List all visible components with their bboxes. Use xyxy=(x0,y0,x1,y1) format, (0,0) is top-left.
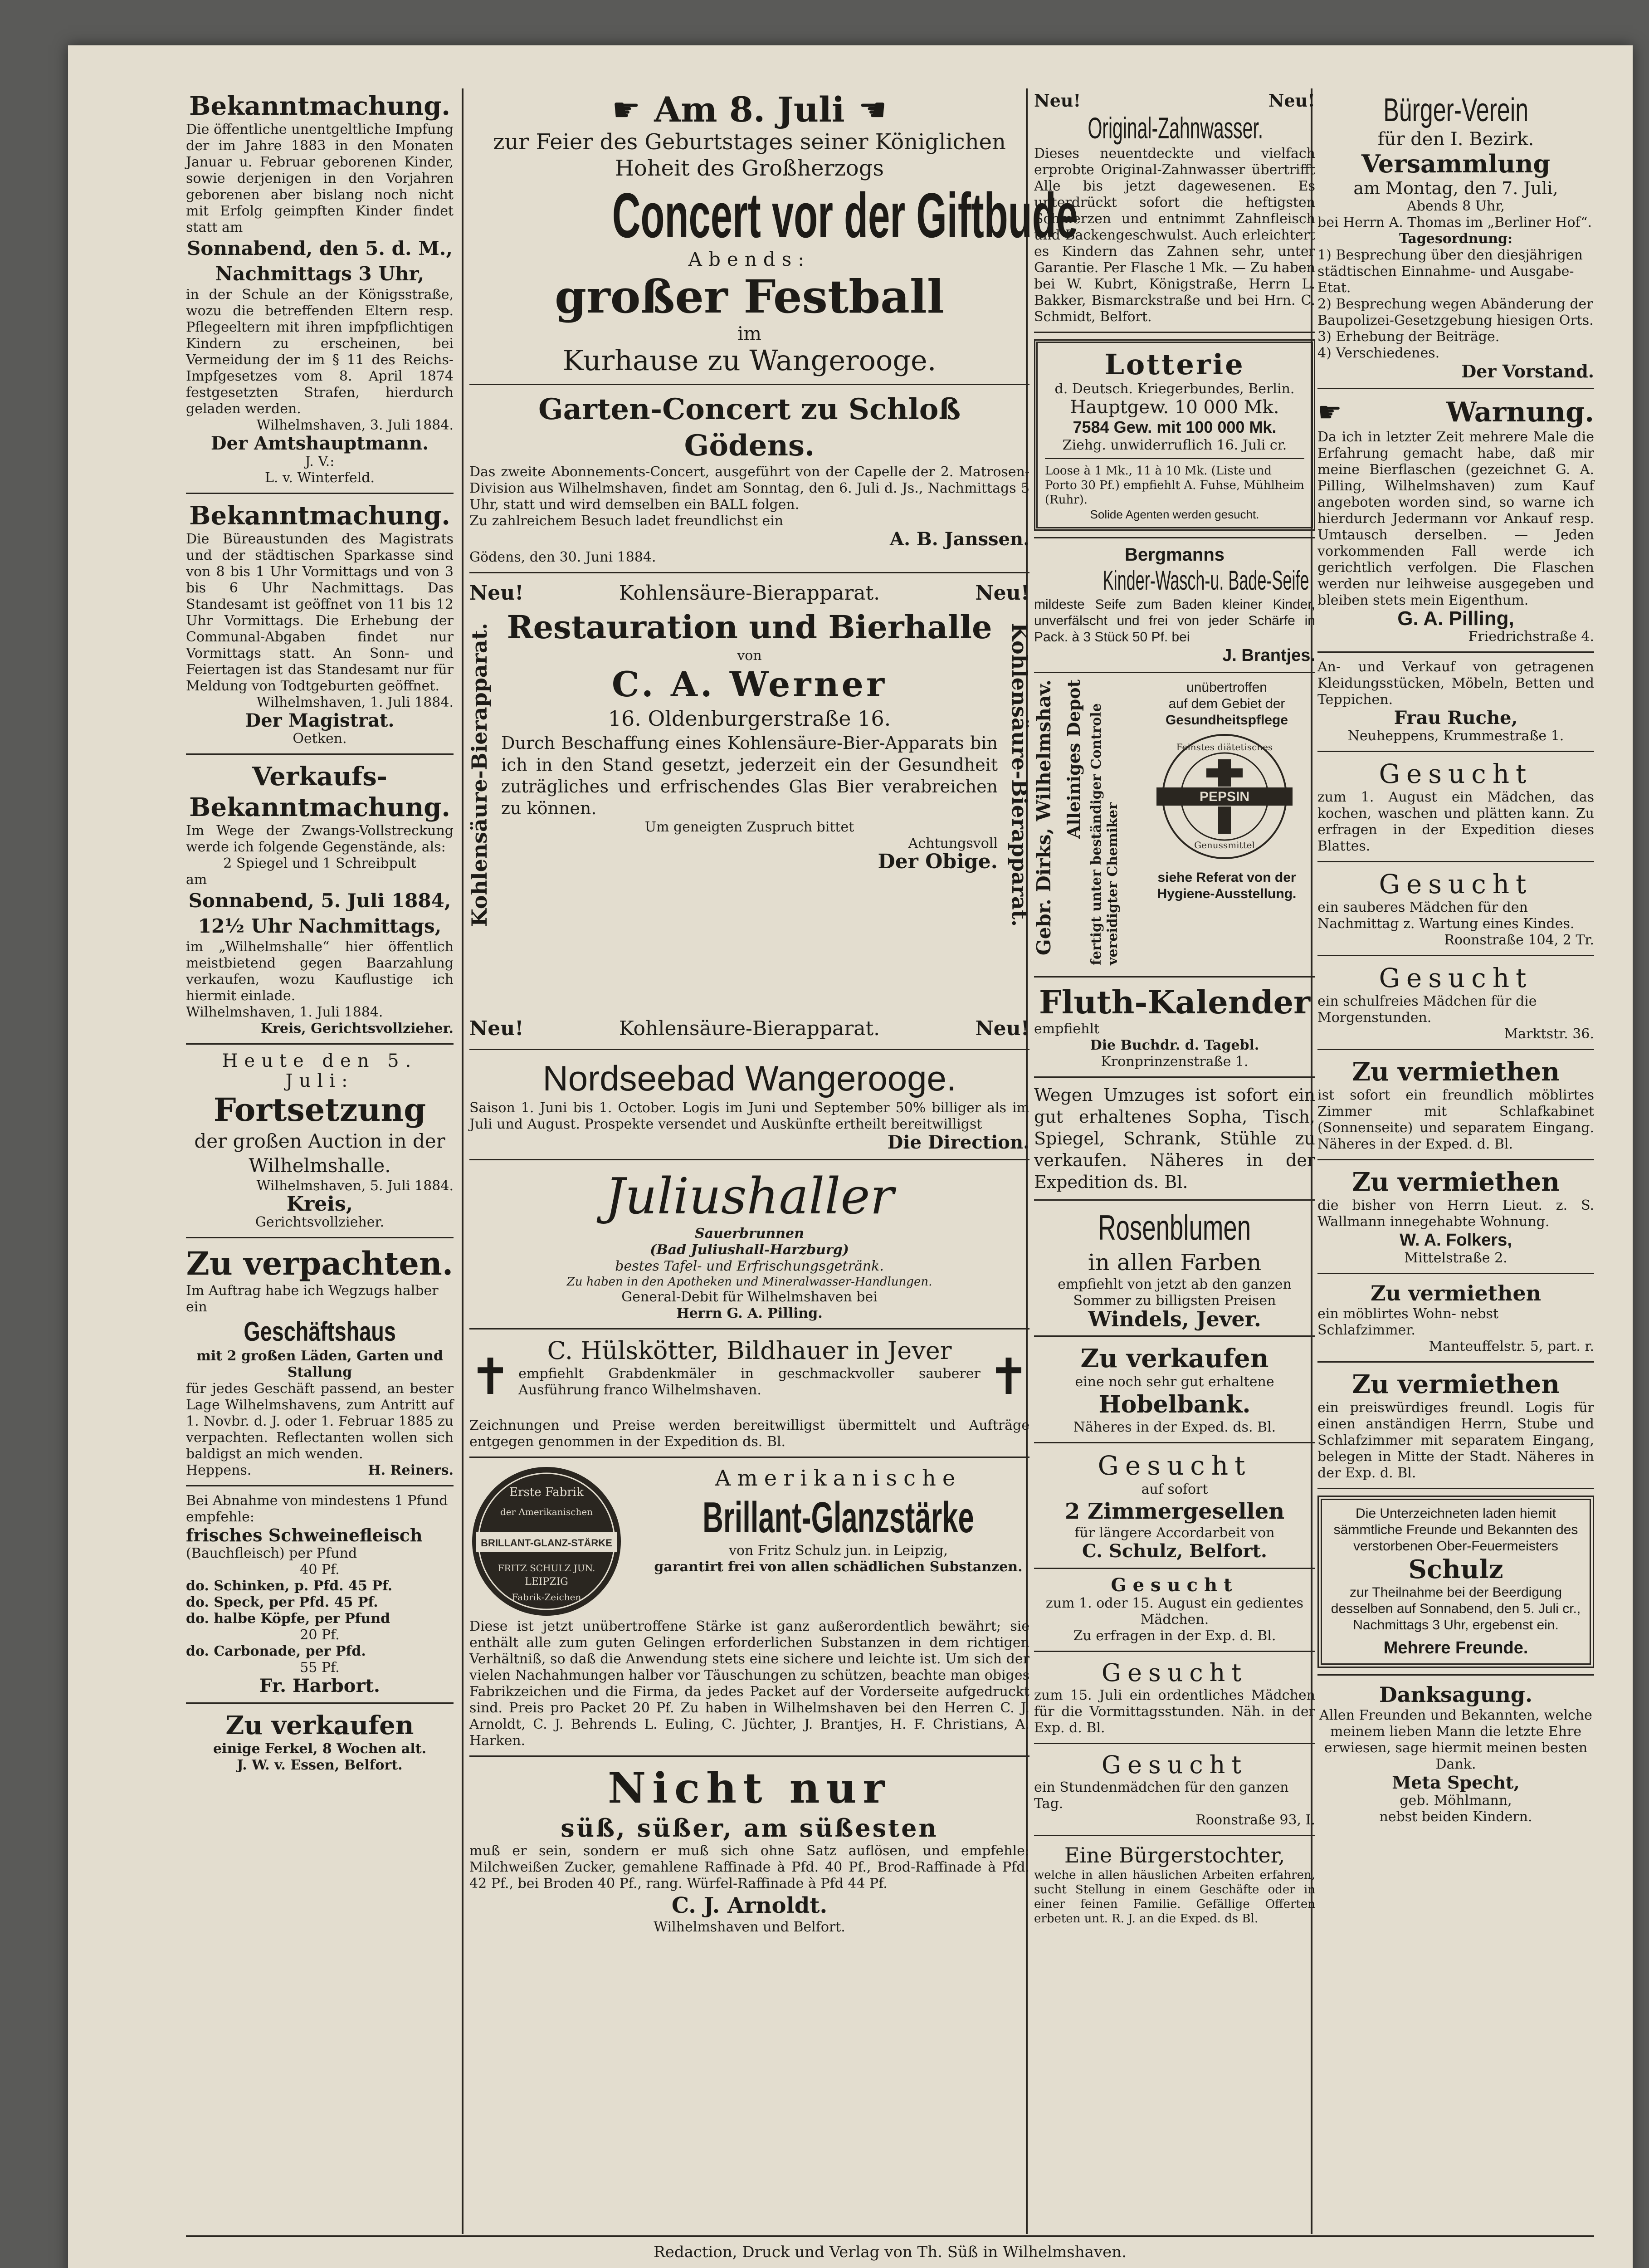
ad-body: ein möblirtes Wohn- nebst Schlafzimmer. xyxy=(1317,1306,1499,1338)
ad-line: auf sofort xyxy=(1141,1481,1208,1497)
ad-body: Das zweite Abonnements-Concert, ausgeführt von der Capelle der 2. Matrosen-Division aus Wilhelmshaven, findet am Sonntag, den 6. Juli d. Js., Nachmittags 5 Uhr, statt und wird demselben ein BALL folgen. xyxy=(469,464,1029,513)
seal-text: LEIPZIG xyxy=(525,1576,568,1588)
ad-seife xyxy=(1034,545,1315,665)
ad-line: Die Buchdr. d. Tagebl. xyxy=(1090,1037,1259,1053)
ad-body: Allen Freunden und Bekannten, welche meinem lieben Mann die letzte Ehre erwiesen, sage hiermit meinen besten Dank. xyxy=(1319,1707,1592,1772)
ad-line: Kohlensäure-Bierapparat. xyxy=(619,1017,880,1040)
ad-body: Dieses neuentdeckte und vielfach erprobte Original-Zahnwasser übertrifft Alle bis jetzt dagewesenen. Es unterdrückt sofort die heftigsten Schmerzen und entnimmt Zahnfleisch und Backengeschwulst. Auch erleichtert es Kindern das Zahnen sehr, unter Garantie. Per Flasche 1 Mk. — Zu haben bei W. Kubrt, Königstraße, Herrn L. Bakker, Bismarckstraße und bei Hrn. C. Schmidt, Belfort. xyxy=(1034,146,1315,325)
ad-signature: Meta Specht, xyxy=(1392,1772,1520,1793)
ad-line: siehe Referat von der Hygiene-Ausstellung. xyxy=(1157,870,1297,901)
ad-signature: C. Schulz, Belfort. xyxy=(1082,1540,1267,1562)
ad-date: Gödens, den 30. Juni 1884. xyxy=(469,549,656,565)
ad-signature: Kreis, xyxy=(286,1193,353,1216)
ad-line: do. Speck, per Pfd. 45 Pf. xyxy=(186,1594,378,1610)
ad-line: für den I. Bezirk. xyxy=(1377,129,1534,150)
agenda-item: 3) Erhebung der Beiträge. xyxy=(1317,329,1500,345)
ad-line: von xyxy=(737,648,762,664)
ad-title: Concert vor der Giftbude xyxy=(612,180,1078,251)
seal-text: der Amerikanischen xyxy=(500,1506,593,1517)
ad-wangerooge xyxy=(469,1056,1029,1153)
ad-title: Original-Zahnwasser. xyxy=(1088,111,1264,145)
seal-text: Genussmittel xyxy=(1194,840,1255,850)
ad-line: unübertroffen xyxy=(1186,680,1267,695)
ad-body: ist sofort ein freundlich möblirtes Zimmer mit Schlafkabinet (Sonnenseite) und separatem Eingang. Näheres in der Exped. d. Bl. xyxy=(1317,1087,1594,1152)
ad-gesucht-maedchen-1 xyxy=(1034,1575,1315,1644)
ad-body: Diese ist jetzt unübertroffene Stärke ist ganz außerordentlich bewährt; sie enthält alle zum guten Gelingen erforderlichen Substanzen in dem richtigen Verhältniß, so daß die Anwendung stets eine sichere und leichte ist. Um sich der vielen Nachahmungen halber vor Täuschungen zu schützen, beachte man obiges Fabrikzeichen und die Firma, da jedes Packet auf der Vorderseite aufgedruckt sind. Preis pro Packet 20 Pf. Zu haben in Wilhelmshaven bei den Herren C. J. Arnoldt, C. J. Behrends L. Euling, C. Jüchter, J. Brantjes, H. F. Christians, A. Harken. xyxy=(469,1618,1029,1749)
ad-title: Gesucht xyxy=(1101,1750,1248,1779)
ad-place: Heppens. xyxy=(186,1462,252,1478)
ad-signature: Windels, Jever. xyxy=(1088,1307,1261,1331)
ad-title: Zu verpachten. xyxy=(186,1245,454,1282)
ad-body: mildeste Seife zum Baden kleiner Kinder, unverfälscht und frei von jeder Schärfe in Pack. à 3 Stück 50 Pf. bei xyxy=(1034,597,1315,645)
ad-verkauf xyxy=(186,761,454,1037)
ad-title: Nordseebad Wangerooge. xyxy=(542,1058,956,1098)
ad-werner xyxy=(467,580,1032,1042)
ad-ankauf xyxy=(1317,659,1594,744)
ad-body: Da ich in letzter Zeit mehrere Male die Erfahrung gemacht habe, daß mir meine Bierflaschen (gezeichnet G. A. Pilling, Wilhelmshaven) zum Kauf angeboten worden sind, so warne ich hierdurch Jedermann vor Ankauf resp. Umtausch derselben. — Jeden vorkommenden Fall werde ich gerichtlich verfolgen. Die Flaschen werden nur leihweise ausgegeben und bleiben stets mein Eigenthum. xyxy=(1317,429,1594,608)
ad-date: Sonnabend, den 5. d. M., xyxy=(187,237,453,259)
ad-signature: L. v. Winterfeld. xyxy=(264,470,375,486)
ad-line: auf dem Gebiet der xyxy=(1168,696,1285,711)
ad-body: empfiehlt von jetzt ab den ganzen Sommer zu billigsten Preisen xyxy=(1058,1276,1292,1309)
ad-lotterie xyxy=(1034,339,1315,531)
ad-line: (Bad Juliushall-Harzburg) xyxy=(650,1242,849,1258)
ad-signature: Kreis, Gerichtsvollzieher. xyxy=(260,1021,454,1036)
ad-signature: nebst beiden Kindern. xyxy=(1379,1809,1532,1825)
ad-title: Bürger-Verein xyxy=(1383,92,1528,128)
ad-title: Danksagung. xyxy=(1379,1682,1532,1707)
ad-line: 20 Pf. xyxy=(300,1627,340,1643)
ad-title: Fluth-Kalender xyxy=(1039,983,1311,1021)
ad-signature: Die Direction. xyxy=(887,1132,1029,1153)
ad-body: empfiehlt Grabdenkmäler in geschmackvoller sauberer Ausführung franco Wilhelmshaven. xyxy=(518,1366,981,1398)
ad-line: Hoheit des Großherzogs xyxy=(615,156,884,181)
ad-zahnwasser xyxy=(1034,91,1315,325)
ad-title: Bekanntmachung. xyxy=(189,501,450,531)
seal-text: PEPSIN xyxy=(1199,789,1250,804)
pointing-hand-right-icon: ☛ xyxy=(612,91,641,128)
ad-line: d. Deutsch. Kriegerbundes, Berlin. xyxy=(1054,381,1295,397)
ad-neu: Neu! xyxy=(469,1017,524,1040)
ad-body: zur Theilnahme bei der Beerdigung desselben auf Sonnabend, den 5. Juli cr., Nachmittags 3 Uhr, ergebenst ein. xyxy=(1331,1585,1581,1633)
seal-text: Feinstes diätetisches xyxy=(1176,742,1273,753)
ad-warnung xyxy=(1317,396,1594,645)
ad-title: Fortsetzung xyxy=(213,1091,426,1129)
ad-title: Zu vermiethen xyxy=(1352,1369,1560,1399)
ad-body: am xyxy=(186,872,207,888)
ad-signature: A. B. Janssen. xyxy=(890,528,1029,550)
ad-line: im xyxy=(737,323,762,345)
ad-title: Warnung. xyxy=(1446,396,1594,428)
ad-date: Sonnabend, 5. Juli 1884, xyxy=(188,890,451,912)
ad-kicker: Heute den 5. Juli: xyxy=(222,1051,418,1091)
ad-place: Wilhelmshaven und Belfort. xyxy=(654,1919,845,1935)
ad-line: Gesundheitspflege xyxy=(1165,713,1288,728)
ad-danksagung xyxy=(1317,1682,1594,1825)
ad-title: Zu vermiethen xyxy=(1370,1281,1542,1305)
ad-address: Neuheppens, Krummestraße 1. xyxy=(1347,728,1564,744)
ad-body: ein schulfreies Mädchen für die Morgenstunden. xyxy=(1317,993,1537,1026)
ad-line: Zu zahlreichem Besuch ladet freundlichst ein xyxy=(469,513,784,529)
ad-address: Friedrichstraße 4. xyxy=(1468,629,1594,645)
ad-body: einige Ferkel, 8 Wochen alt. xyxy=(213,1741,427,1757)
footer-rule xyxy=(186,2235,1594,2237)
ad-signature: J. Brantjes. xyxy=(1222,646,1315,665)
ad-place: Wilhelmshaven, 1. Juli 1884. xyxy=(186,1004,383,1020)
ad-signature: C. J. Arnoldt. xyxy=(671,1893,828,1918)
ad-time: 12½ Uhr Nachmittags, xyxy=(198,915,442,937)
ad-stundenmaedchen xyxy=(1034,1750,1315,1828)
ad-name: Schulz xyxy=(1408,1554,1503,1584)
ad-body: Zu erfragen in der Exp. d. Bl. xyxy=(1073,1628,1276,1644)
ad-place: Wilhelmshaven, 5. Juli 1884. xyxy=(256,1178,454,1194)
ad-title: Gesucht xyxy=(1379,963,1533,993)
ad-line: Kronprinzenstraße 1. xyxy=(1101,1054,1249,1070)
ad-body: zum 1. August ein Mädchen, das kochen, waschen und plätten kann. Zu erfragen in der Expedition dieses Blattes. xyxy=(1317,789,1594,854)
ad-signature: Der Amtshauptmann. xyxy=(210,433,429,454)
ad-head: Am 8. Juli xyxy=(654,89,845,130)
side-text: Kohlensäure-Bierapparat. xyxy=(1007,623,1032,927)
ad-signature: Frau Ruche, xyxy=(1394,707,1518,728)
ad-title: Zu verkaufen xyxy=(1080,1344,1269,1374)
ad-signature: Mehrere Freunde. xyxy=(1383,1638,1528,1657)
ad-address: 16. Oldenburgerstraße 16. xyxy=(608,706,891,731)
ad-title: Juliushaller xyxy=(605,1167,894,1225)
side-text: Gebr. Dirks, Wilhelmshav. xyxy=(1033,679,1055,956)
agenda-item: 4) Verschiedenes. xyxy=(1317,345,1440,361)
ad-line: Tagesordnung: xyxy=(1399,231,1513,247)
ad-huelskoetter xyxy=(469,1336,1029,1418)
ad-title: Zu vermiethen xyxy=(1352,1057,1560,1087)
pointing-hand-left-icon: ☚ xyxy=(858,91,887,128)
ad-title: großer Festball xyxy=(555,270,944,323)
ad-title: Bekanntmachung. xyxy=(189,792,450,822)
ad-body: die bisher von Herrn Lieut. z. S. Wallmann innegehabte Wohnung. xyxy=(1317,1198,1594,1230)
ad-title: Lotterie xyxy=(1104,348,1245,381)
ad-line: Kurhause zu Wangerooge. xyxy=(562,344,937,377)
ad-address: Manteuffelstr. 5, part. r. xyxy=(1429,1339,1594,1354)
side-text: Alleiniges Depot xyxy=(1064,679,1084,839)
ad-line: am Montag, den 7. Juli, xyxy=(1353,178,1558,198)
ad-title: Kinder-Wasch-u. Bade-Seife xyxy=(1103,565,1309,596)
ad-place: Wilhelmshaven, 3. Juli 1884. xyxy=(256,417,454,433)
ad-body: für jedes Geschäft passend, an bester Lage Wilhelmshavens, zum Antritt auf 1. Novbr. d. J. oder 1. Februar 1885 zu verpachten. Reflectanten wollen sich baldigst an mich wenden. xyxy=(186,1381,454,1462)
ad-body: Die öffentliche unentgeltliche Impfung der im Jahre 1883 in den Monaten Januar u. Februar geborenen Kinder, sowie derjenigen in den Vorjahren geborenen aber bislang noch nicht mit Erfolg geimpften Kinder findet statt am xyxy=(186,122,454,235)
pepsin-trademark-seal xyxy=(1138,728,1311,865)
ad-umzug xyxy=(1034,1084,1315,1193)
ad-neu: Neu! xyxy=(1268,90,1315,111)
column-3 xyxy=(1034,91,1315,2232)
ad-signature: Der Obige. xyxy=(878,850,998,873)
ad-address: Mittelstraße 2. xyxy=(1404,1250,1508,1266)
ad-line: Zu haben in den Apotheken und Mineralwasser-Handlungen. xyxy=(566,1275,932,1289)
ad-line: 55 Pf. xyxy=(300,1660,340,1676)
ad-auction xyxy=(186,1051,454,1231)
ad-title: Gesucht xyxy=(1379,869,1533,899)
ad-harbort xyxy=(186,1493,454,1696)
ad-line: (Bauchfleisch) per Pfund xyxy=(186,1545,357,1561)
ad-kicker: Amerikanische xyxy=(715,1466,962,1491)
starch-trademark-seal xyxy=(469,1464,624,1618)
ad-neu: Neu! xyxy=(1034,90,1081,111)
ad-body: Wegen Umzuges ist sofort ein gut erhaltenes Sopha, Tisch, Spiegel, Schrank, Stühle zu verkaufen. Näheres in der Expedition ds. Bl. xyxy=(1034,1085,1315,1192)
ad-neu: Neu! xyxy=(469,582,524,605)
ad-item: Hobelbank. xyxy=(1098,1391,1251,1418)
ad-line: Loose à 1 Mk., 11 à 10 Mk. (Liste und Porto 30 Pf.) empfiehlt A. Fuhse, Mühlheim (Ruhr). xyxy=(1045,464,1304,507)
ad-body: ein Stundenmädchen für den ganzen Tag. xyxy=(1034,1779,1289,1812)
ad-signature: W. A. Folkers, xyxy=(1400,1231,1512,1250)
ad-line: Abends 8 Uhr, xyxy=(1407,198,1505,214)
ad-buergerverein xyxy=(1317,91,1594,381)
ad-garten-concert xyxy=(469,391,1029,566)
ad-body: Bei Abnahme von mindestens 1 Pfund empfehle: xyxy=(186,1493,448,1525)
ad-line: von Fritz Schulz jun. in Leipzig, xyxy=(728,1543,948,1559)
ad-beerdigung xyxy=(1317,1496,1594,1668)
ad-line: 7584 Gew. mit 100 000 Mk. xyxy=(1073,418,1277,436)
ad-body: zum 1. oder 15. August ein gedientes Mädchen. xyxy=(1045,1595,1304,1628)
ad-signature: J. V.: xyxy=(305,454,335,469)
ad-fluthkalender xyxy=(1034,984,1315,1070)
ad-line: 40 Pf. xyxy=(300,1562,340,1578)
ad-line: do. Schinken, p. Pfd. 45 Pf. xyxy=(186,1578,393,1594)
ad-signature: Gerichtsvollzieher. xyxy=(255,1214,385,1230)
column-rule-1 xyxy=(462,88,463,2234)
ad-line: Herrn G. A. Pilling. xyxy=(676,1305,823,1321)
ad-title: Bekanntmachung. xyxy=(189,91,450,121)
ad-juliushaller xyxy=(469,1167,1029,1322)
ad-body: Die Unterzeichneten laden hiemit sämmtliche Freunde und Bekannten des verstorbenen Ober-Feuermeisters xyxy=(1333,1506,1578,1554)
ad-body: Saison 1. Juni bis 1. October. Logis im Juni und September 50% billiger als im Juli und August. Prospekte versendet und Auskünfte ertheilt bereitwilligst xyxy=(469,1100,1029,1132)
ad-line: garantirt frei von allen schädlichen Substanzen. xyxy=(654,1559,1023,1575)
ad-zimmergesellen xyxy=(1034,1450,1315,1561)
ad-vermiethen-2 xyxy=(1317,1167,1594,1266)
ad-signature: H. Reiners. xyxy=(368,1462,454,1478)
ad-body: der großen Auction in der Wilhelmshalle. xyxy=(194,1130,445,1177)
ad-hobelbank xyxy=(1034,1343,1315,1436)
ad-body: An- und Verkauf von getragenen Kleidungsstücken, Möbeln, Betten und Teppichen. xyxy=(1317,659,1594,708)
ad-bueraustunden xyxy=(186,500,454,747)
seal-text: Erste Fabrik xyxy=(509,1486,584,1499)
ad-line: Um geneigten Zuspruch bittet xyxy=(644,819,854,835)
ad-signature: Der Vorstand. xyxy=(1461,361,1594,381)
column-1 xyxy=(186,91,454,2232)
ad-vermiethen-3 xyxy=(1317,1281,1594,1355)
column-4 xyxy=(1317,91,1594,2232)
ad-body: eine noch sehr gut erhaltene xyxy=(1075,1374,1274,1390)
ad-line: General-Debit für Wilhelmshaven bei xyxy=(621,1289,878,1305)
ad-body: Durch Beschaffung eines Kohlensäure-Bier-Apparats bin ich in den Stand gesetzt, jederzeit ein der Gesundheit zuträgliches und erfrischendes Glas Bier verabreichen zu können. xyxy=(501,733,998,818)
agenda-item: 2) Besprechung wegen Abänderung der Baupolizei-Gesetzgebung hiesigen Orts. xyxy=(1317,296,1594,328)
ad-line: do. halbe Köpfe, per Pfund xyxy=(186,1611,390,1627)
ad-title: Verkaufs- xyxy=(252,762,388,792)
ad-line: empfiehlt xyxy=(1034,1021,1100,1037)
ad-gesucht-wartung xyxy=(1317,869,1594,948)
ad-line: Hauptgew. 10 000 Mk. xyxy=(1070,397,1279,418)
ad-line: bei Herrn A. Thomas im „Berliner Hof“. xyxy=(1317,215,1592,230)
ad-line: Abends: xyxy=(688,248,811,270)
grave-cross-icon: ✝ xyxy=(469,1348,512,1406)
ad-line: Achtungsvoll xyxy=(908,836,998,851)
ad-signature: geb. Möhlmann, xyxy=(1400,1793,1512,1809)
ad-rosenblumen xyxy=(1034,1207,1315,1329)
ad-items: 2 Spiegel und 1 Schreibpult xyxy=(223,855,416,871)
ad-vermiethen-4 xyxy=(1317,1369,1594,1481)
ad-name: C. A. Werner xyxy=(611,664,888,704)
ad-body: Im Wege der Zwangs-Vollstreckung werde ich folgende Gegenstände, als: xyxy=(186,823,454,855)
ad-body: Die Büreaustunden des Magistrats und der städtischen Sparkasse sind von 8 bis 1 Uhr Vormittags und von 3 bis 6 Uhr Nachmittags. Das Standesamt ist geöffnet von 11 bis 12 Uhr Vormittags. Die Erhebung der Communal-Abgaben findet nur Vormittags statt. An Sonn- und Feiertagen ist das Standesamt nur für Meldung von Todtgeburten geöffnet. xyxy=(186,531,454,694)
ad-body: zum 15. Juli ein ordentliches Mädchen für die Vormittagsstunden. Näh. in der Exp. d. Bl. xyxy=(1034,1687,1315,1736)
ad-title: Restauration und Bierhalle xyxy=(507,608,992,646)
ad-address: Roonstraße 104, 2 Tr. xyxy=(1444,932,1594,948)
ad-body: muß er sein, sondern er muß sich ohne Satz auflösen, und empfehle: Milchweißen Zucker, gemahlene Raffinade à Pfd. 40 Pf., Brod-Raffinade à Pfd. 42 Pf., bei Broden 40 Pf., rang. Würfel-Raffinade à Pfd 44 Pf. xyxy=(469,1843,1029,1892)
ad-body: im „Wilhelmshalle“ hier öffentlich meistbietend gegen Baarzahlung verkaufen, wozu Kauflustige ich hiermit einlade. xyxy=(186,939,454,1004)
ad-line: Solide Agenten werden gesucht. xyxy=(1090,508,1259,521)
ad-body: Zeichnungen und Preise werden bereitwilligst übermittelt und Aufträge entgegen genommen in der Expedition ds. Bl. xyxy=(469,1418,1029,1450)
ad-line: Sauerbrunnen xyxy=(695,1226,804,1242)
ad-line: Versammlung xyxy=(1361,149,1551,178)
ad-title: Eine Bürgerstochter, xyxy=(1064,1843,1285,1867)
ad-ferkel xyxy=(186,1710,454,1774)
seal-text: BRILLANT-GLANZ-STÄRKE xyxy=(481,1537,612,1549)
ad-title: Brillant-Glanzstärke xyxy=(703,1493,974,1542)
ad-subtitle: in allen Farben xyxy=(1088,1249,1262,1276)
ad-body: ein sauberes Mädchen für den Nachmittag z. Wartung eines Kindes. xyxy=(1317,899,1575,932)
ad-body: ein preiswürdiges freundl. Logis für einen anständigen Herrn, Stube und Schlafzimmer mit separatem Eingang, belegen in Mitte der Stadt. Näheres in der Exp. d. Bl. xyxy=(1317,1400,1594,1481)
ad-line: bestes Tafel- und Erfrischungsgetränk. xyxy=(615,1258,884,1274)
ad-vermiethen-1 xyxy=(1317,1056,1594,1153)
ad-title: Rosenblumen xyxy=(1098,1207,1251,1247)
ad-buergerstochter xyxy=(1034,1843,1315,1926)
agenda-item: 1) Besprechung über den diesjährigen städtischen Einnahme- und Ausgabe-Etat. xyxy=(1317,247,1583,296)
side-text: fertigt unter beständiger Controle vereidigter Chemiker xyxy=(1088,703,1121,965)
ad-line: Ziehg. unwiderruflich 16. Juli cr. xyxy=(1062,437,1287,453)
seal-text: FRITZ SCHULZ JUN. xyxy=(498,1563,595,1574)
ad-body: Im Auftrag habe ich Wegzugs halber ein xyxy=(186,1283,439,1315)
ad-title: Gesucht xyxy=(1098,1450,1252,1481)
ad-zucker xyxy=(469,1763,1029,1936)
ad-gesucht-schulfrei xyxy=(1317,963,1594,1042)
ad-glanzstaerke xyxy=(469,1464,1029,1749)
ad-verpachten xyxy=(186,1245,454,1479)
ad-title: C. Hülskötter, Bildhauer in Jever xyxy=(547,1336,952,1365)
ad-line: frisches Schweinefleisch xyxy=(186,1525,423,1545)
ad-title: Gesucht xyxy=(1379,758,1533,789)
ad-subtitle: mit 2 großen Läden, Garten und Stallung xyxy=(196,1348,443,1380)
ad-signature: G. A. Pilling, xyxy=(1397,607,1514,630)
ad-signature: J. W. v. Essen, Belfort. xyxy=(237,1757,403,1773)
ad-signature: Oetken. xyxy=(293,731,347,747)
ad-neu: Neu! xyxy=(975,582,1029,605)
ad-title: Garten-Concert zu Schloß Gödens. xyxy=(538,392,961,463)
ad-line: für längere Accordarbeit von xyxy=(1074,1525,1275,1541)
ad-title: Zu vermiethen xyxy=(1352,1167,1560,1197)
grave-cross-icon: ✝ xyxy=(987,1348,1029,1406)
ad-signature: Der Magistrat. xyxy=(245,710,395,731)
ad-kicker: Bergmanns xyxy=(1124,545,1225,565)
ad-place: Wilhelmshaven, 1. Juli 1884. xyxy=(256,694,454,710)
ad-impfung xyxy=(186,91,454,486)
ad-time: Nachmittags 3 Uhr, xyxy=(215,263,424,285)
ad-line: 2 Zimmergesellen xyxy=(1064,1499,1285,1524)
ad-gesucht-maedchen-2 xyxy=(1034,1658,1315,1736)
ad-address: Marktstr. 36. xyxy=(1504,1026,1594,1042)
ad-address: Roonstraße 93, I. xyxy=(1195,1812,1315,1828)
ad-title: Zu verkaufen xyxy=(225,1711,414,1740)
ad-body: Näheres in der Exped. ds. Bl. xyxy=(1073,1419,1276,1435)
ad-neu: Neu! xyxy=(975,1017,1029,1040)
seal-text: Fabrik-Zeichen xyxy=(512,1592,581,1603)
ad-body: welche in allen häuslichen Arbeiten erfahren, sucht Stellung in einem Geschäfte oder in einer feinen Familie. Gefällige Offerten erbeten unt. R. J. an die Exped. ds Bl. xyxy=(1034,1868,1315,1926)
ad-subtitle: Geschäftshaus xyxy=(244,1316,396,1347)
ad-line: Kohlensäure-Bierapparat. xyxy=(619,582,880,605)
ad-line: zur Feier des Geburtstages seiner Königlichen xyxy=(493,129,1006,155)
ad-gesucht-kochen xyxy=(1317,758,1594,855)
ad-signature: Fr. Harbort. xyxy=(259,1675,380,1696)
ad-title: Gesucht xyxy=(1101,1658,1248,1687)
ad-body: in der Schule an der Königsstraße, wozu die betreffenden Eltern resp. Pflegeeltern mit ihren impfpflichtigen Kindern zu erscheinen, bei Vermeidung der im § 11 des Reichs-Impfgesetzes vom 8. April 1874 festgesetzten Strafen, hierdurch geladen werden. xyxy=(186,287,454,417)
ad-line: do. Carbonade, per Pfd. xyxy=(186,1643,366,1659)
ad-title: Gesucht xyxy=(1111,1574,1239,1596)
pointing-hand-right-icon: ☛ xyxy=(1317,396,1342,428)
side-text: Kohlensäure-Bierapparat. xyxy=(467,623,492,927)
ad-title: Nicht nur xyxy=(608,1764,891,1813)
ad-pepsin xyxy=(1034,679,1315,970)
ad-subtitle: süß, süßer, am süßesten xyxy=(561,1813,938,1843)
imprint-footer: Redaction, Druck und Verlag von Th. Süß in Wilhelmshaven. xyxy=(654,2243,1127,2261)
